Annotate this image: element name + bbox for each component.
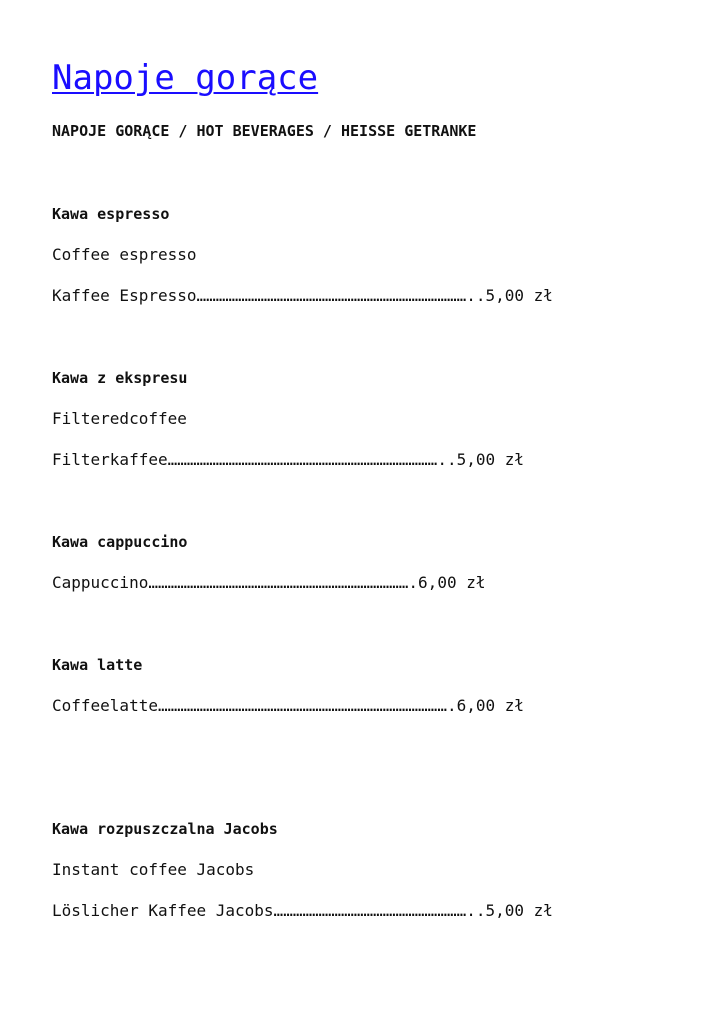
- item-ekspres-english: Filteredcoffee: [52, 409, 187, 428]
- item-cappuccino-price: Cappuccino……………………………………………………………………….6,00 zł: [52, 573, 486, 592]
- item-latte-price: Coffeelatte……………………………………………………………………………….6,00 zł: [52, 696, 525, 715]
- page-subtitle: NAPOJE GORĄCE / HOT BEVERAGES / HEISSE GETRANKE: [52, 122, 477, 140]
- item-ekspres-name: Kawa z ekspresu: [52, 369, 188, 387]
- item-cappuccino-name: Kawa cappuccino: [52, 533, 188, 551]
- item-jacobs-german-price: Löslicher Kaffee Jacobs……………………………………………………..5,00 zł: [52, 901, 553, 920]
- item-espresso-name: Kawa espresso: [52, 205, 170, 223]
- item-jacobs-name: Kawa rozpuszczalna Jacobs: [52, 820, 278, 838]
- item-espresso-english: Coffee espresso: [52, 245, 197, 264]
- item-latte-name: Kawa latte: [52, 656, 143, 674]
- item-ekspres-german-price: Filterkaffee…………………………………………………………………………..5,00 zł: [52, 450, 525, 469]
- item-espresso-german-price: Kaffee Espresso…………………………………………………………………………..5,00 zł: [52, 286, 553, 305]
- page-title-link[interactable]: Napoje gorące: [52, 58, 319, 98]
- item-jacobs-english: Instant coffee Jacobs: [52, 860, 255, 879]
